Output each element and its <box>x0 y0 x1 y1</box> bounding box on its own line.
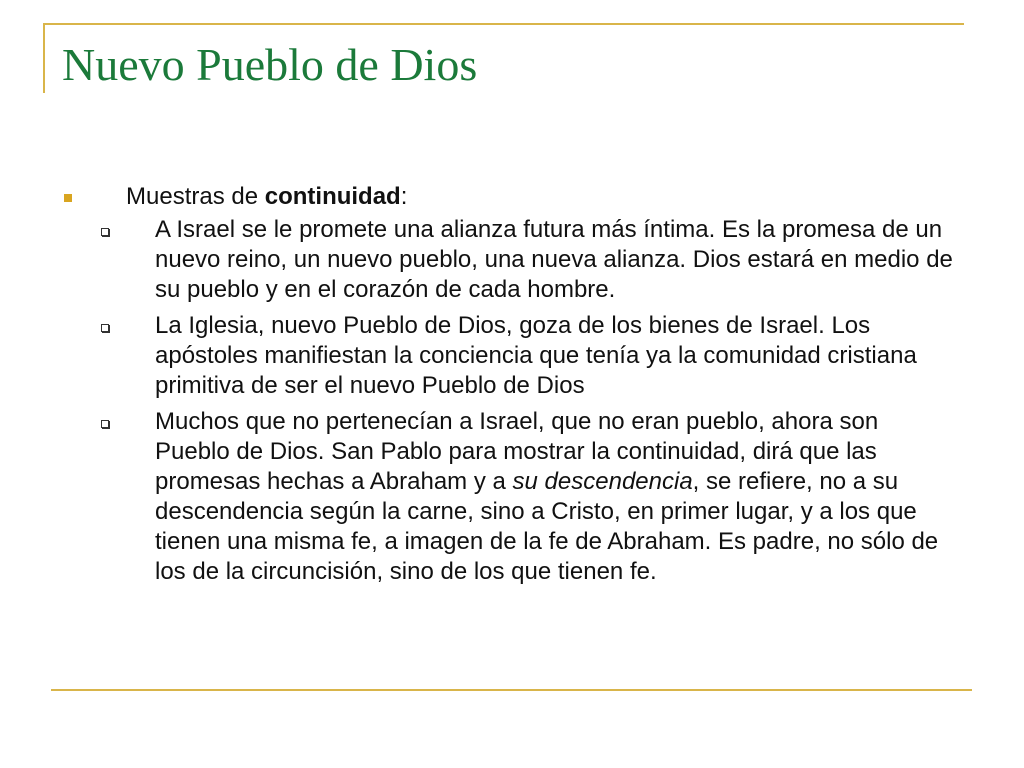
sub-bullet-text-italic: su descendencia <box>512 468 693 495</box>
bullet-continuidad <box>58 181 968 213</box>
sub-bullet-iglesia <box>155 311 958 401</box>
sub-bullet-text: A Israel se le promete una alianza futura más íntima. Es la promesa de un nuevo reino, un nuevo pueblo, una nueva alianza. Dios estará en medio de su pueblo y en el corazón de cada hombre. <box>155 216 953 303</box>
slide-body <box>58 181 968 593</box>
bottom-rule <box>51 689 972 691</box>
sub-bullet-text: La Iglesia, nuevo Pueblo de Dios, goza de los bienes de Israel. Los apóstoles manifiestan la conciencia que tenía ya la comunidad cristiana primitiva de ser el nuevo Pueblo de Dios <box>155 312 917 399</box>
sub-bullet-text-before: Muchos que no pertenecían a Israel, que no eran pueblo, ahora son Pueblo de Dios. San Pablo para mostrar la continuidad, dirá que las promesas hechas a Abraham y a <box>155 408 879 495</box>
slide-title: Nuevo Pueblo de Dios <box>62 39 478 90</box>
hollow-square-bullet-icon <box>101 324 109 332</box>
hollow-square-bullet-icon <box>101 420 109 428</box>
bullet-emphasis: continuidad <box>264 183 401 210</box>
bullet-suffix: : <box>400 183 408 210</box>
sublist-container <box>58 215 968 587</box>
sub-bullet-muchos <box>155 407 958 587</box>
sub-bullet-israel <box>155 215 958 305</box>
square-bullet-icon <box>64 194 72 202</box>
left-rule <box>43 23 45 93</box>
hollow-square-bullet-icon <box>101 228 109 236</box>
sub-bullet-text-after: , se refiere, no a su descendencia según la carne, sino a Cristo, en primer lugar, y a los que tienen una misma fe, a imagen de la fe de Abraham. Es padre, no sólo de los de la circuncisión, sino de los que tienen fe. <box>155 468 939 585</box>
sublist <box>58 215 968 587</box>
top-rule <box>43 23 964 25</box>
bullet-prefix: Muestras de <box>126 183 265 210</box>
sub-bullet-text <box>155 407 958 587</box>
